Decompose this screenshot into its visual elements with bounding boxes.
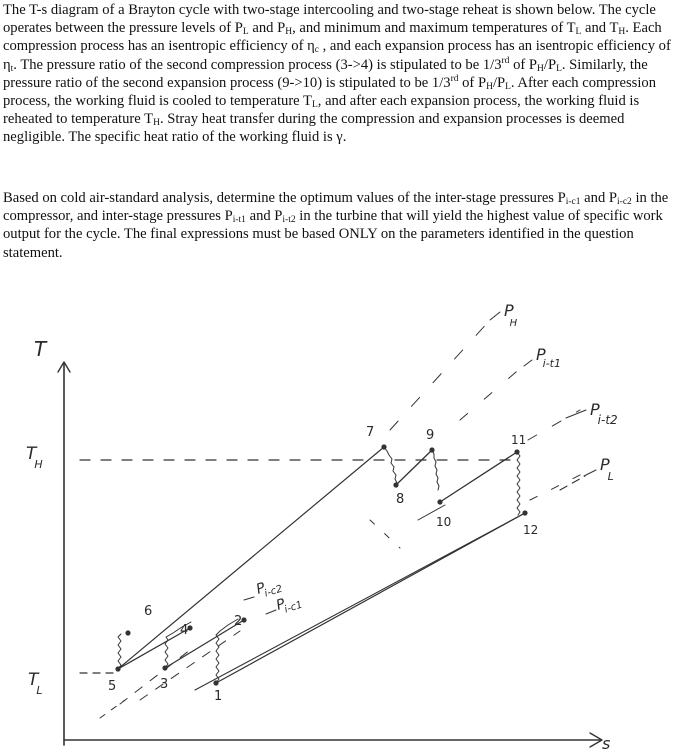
state-label-9: 9	[426, 428, 435, 443]
reheat-8-9	[396, 450, 432, 485]
leader-pl	[584, 470, 596, 476]
state-point-9	[429, 447, 434, 452]
isobar-ph-upper	[390, 320, 490, 430]
state-label-12: 12	[523, 523, 539, 537]
leader-pit2	[566, 410, 586, 418]
t-axis-label: T	[34, 337, 47, 361]
intercool-2-3	[165, 620, 244, 668]
leader-pit1	[524, 360, 532, 366]
heat-rejection-12-1	[216, 513, 525, 683]
isobar-label-pit2-main: P	[590, 400, 600, 419]
state-label-2: 2	[234, 614, 243, 629]
tl-label-sub: L	[36, 684, 43, 697]
th-label	[26, 444, 43, 471]
state-point-7	[381, 444, 386, 449]
heat-addition-6-7	[118, 447, 384, 669]
expansion-11-12	[517, 452, 520, 515]
leader-pic2	[244, 597, 254, 600]
state-label-11: 11	[511, 433, 527, 447]
isobar-label-pl-sub: L	[607, 470, 614, 483]
isobar-pit1-upper	[460, 360, 530, 420]
isobar-label-pit1-sub: i-t1	[542, 357, 561, 370]
isobar-label-ph-main: P	[504, 301, 514, 320]
isobar-label-pit2	[590, 400, 618, 427]
isobar-label-pit1-main: P	[536, 345, 546, 364]
isobar-label-pic2-main: P	[254, 579, 268, 598]
tl-label-main: T	[28, 670, 39, 690]
question-paragraph-2: Based on cold air-standard analysis, determine the optimum values of the inter-stage pressures $P_{i-c1}$ and $P_{i-c2}$ in the compressor, and inter-stage pressures $P_{i-t1}$ and $P_{i-t2}$ in the turbine that will yield the highest value of specific work output for the cycle. The final expressions must be based ONLY on the parameters identified in the question statement.	[3, 190, 669, 261]
isobar-label-pic1-main: P	[274, 595, 288, 614]
isobar-pl-upper	[560, 476, 585, 490]
tl-label	[28, 670, 43, 697]
th-label-sub: H	[34, 458, 43, 471]
isobar-label-ph	[504, 301, 518, 329]
expansion-9-10	[432, 450, 439, 490]
isobar-label-pit2-sub: i-t2	[597, 413, 618, 427]
state-label-10: 10	[436, 515, 452, 529]
isobar-label-pl-main: P	[600, 455, 610, 474]
compression-5-6	[118, 634, 121, 669]
state-point-11	[514, 449, 519, 454]
expansion-7-8	[384, 447, 397, 486]
state-point-10	[437, 499, 442, 504]
state-label-3: 3	[160, 677, 169, 692]
state-label-4: 4	[180, 623, 189, 638]
state-label-5: 5	[108, 679, 117, 694]
state-label-1: 1	[214, 689, 223, 704]
state-label-8: 8	[396, 492, 405, 507]
question-paragraph-1: The T-s diagram of a Brayton cycle with two-stage intercooling and two-stage reheat is shown below. The cycle operates between the pressure levels of $P_L$ and $P_H$, and minimum and maximum temperatures of $T_L$ and $T_H$. Each compression process has an isentropic efficiency of $\eta_c$ , and each expansion process has an isentropic efficiency of $\eta_t$. The pressure ratio of the second compression process (3->4) is stipulated to be 1/3rd of $P_H/P_L$. Similarly, the pressure ratio of the second expansion process (9->10) is stipulated to be 1/3rd of $P_H/P_L$. After each compression process, the working fluid is cooled to temperature $T_L$, and after each expansion process, the working fluid is reheated to temperature $T_H$. Stray heat transfer during the compression and expansion processes is deemed negligible. The specific heat ratio of the working fluid is γ.	[3, 2, 671, 146]
isobar-label-pic2-sub: i-c2	[263, 583, 284, 600]
s-axis-label: s	[602, 734, 611, 753]
leader-pic1	[266, 610, 276, 614]
leader-ph	[490, 312, 500, 320]
isobar-ph-mid	[370, 520, 400, 548]
state-point-6	[125, 630, 130, 635]
isobar-label-pic1-sub: i-c1	[283, 599, 304, 616]
th-label-main: T	[26, 444, 37, 464]
state-point-1	[213, 680, 218, 685]
state-label-7: 7	[366, 425, 375, 440]
isobar-pl-upper2	[530, 470, 590, 500]
isobar-pic1-lower	[140, 631, 240, 700]
reheat-10-11	[440, 452, 517, 502]
isobar-label-pit1	[536, 345, 561, 370]
state-point-8	[393, 482, 398, 487]
isobar-label-pl	[600, 455, 614, 483]
state-point-12	[522, 510, 527, 515]
state-label-6: 6	[144, 604, 153, 619]
state-point-3	[162, 665, 167, 670]
isobar-pit2-upper	[528, 410, 580, 440]
isobar-label-ph-sub: H	[509, 318, 518, 329]
state-point-5	[115, 666, 120, 671]
